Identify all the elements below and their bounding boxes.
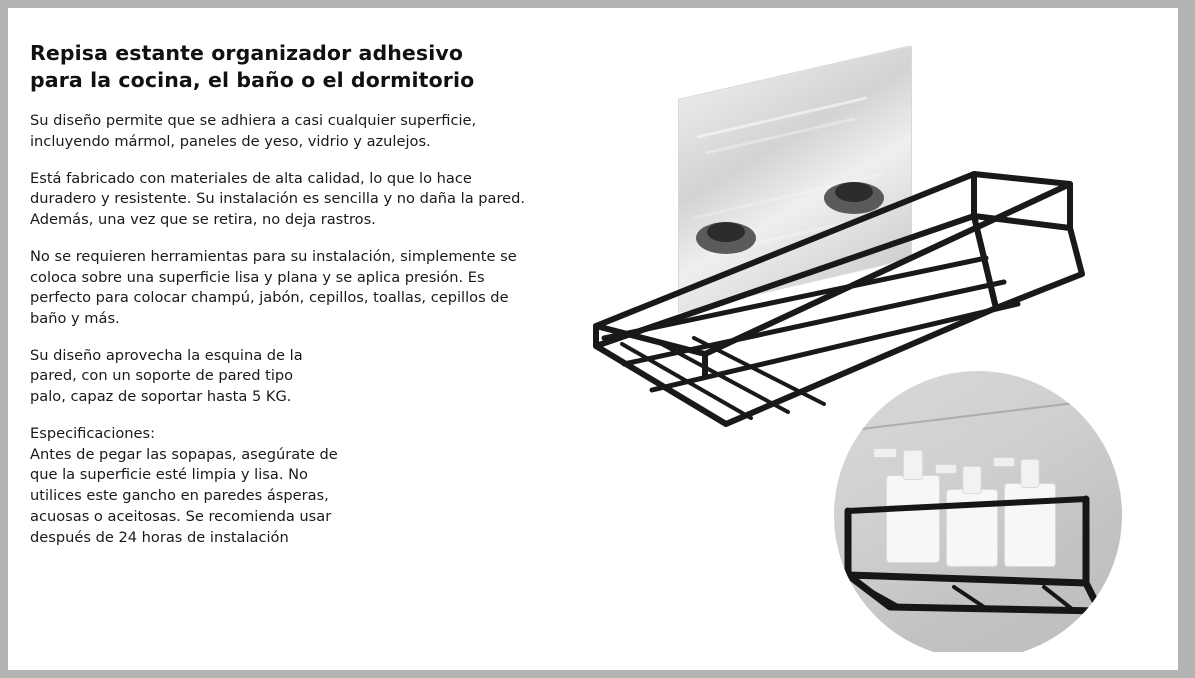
document-page <box>8 8 1178 670</box>
suction-cup-graphic <box>696 182 884 254</box>
inset-lifestyle-photo <box>834 371 1122 652</box>
specifications-body: Antes de pegar las sopapas, asegúrate de que la superficie esté limpia y lisa. No utilices este gancho en paredes ásperas, acuosas o aceitosas. Se recomienda usar después de 24 horas de instalación <box>30 445 338 546</box>
specifications-heading: Especificaciones: <box>30 424 156 442</box>
installed-shelf-illustration <box>834 371 1122 652</box>
page-edge-strip <box>1178 0 1195 678</box>
description-paragraph-2: Está fabricado con materiales de alta calidad, lo que lo hace duradero y resistente. Su instalación es sencilla y no daña la pared. Además, una vez que se retira, no deja rastros. <box>30 169 526 229</box>
product-image-panel <box>566 46 1162 652</box>
page-title: Repisa estante organizador adhesivo para la cocina, el baño o el dormitorio <box>30 41 475 92</box>
description-paragraph-1: Su diseño permite que se adhiera a casi cualquier superficie, incluyendo mármol, paneles de yeso, vidrio y azulejos. <box>30 112 477 150</box>
description-paragraph-4: Su diseño aprovecha la esquina de la pared, con un soporte de pared tipo palo, capaz de soportar hasta 5 KG. <box>30 346 303 406</box>
description-paragraph-3: No se requieren herramientas para su instalación, simplemente se coloca sobre una superficie lisa y plana y se aplica presión. Es perfecto para colocar champú, jabón, cepillos, toallas, cepillos de baño y más. <box>30 247 517 328</box>
product-description-column <box>30 40 550 548</box>
